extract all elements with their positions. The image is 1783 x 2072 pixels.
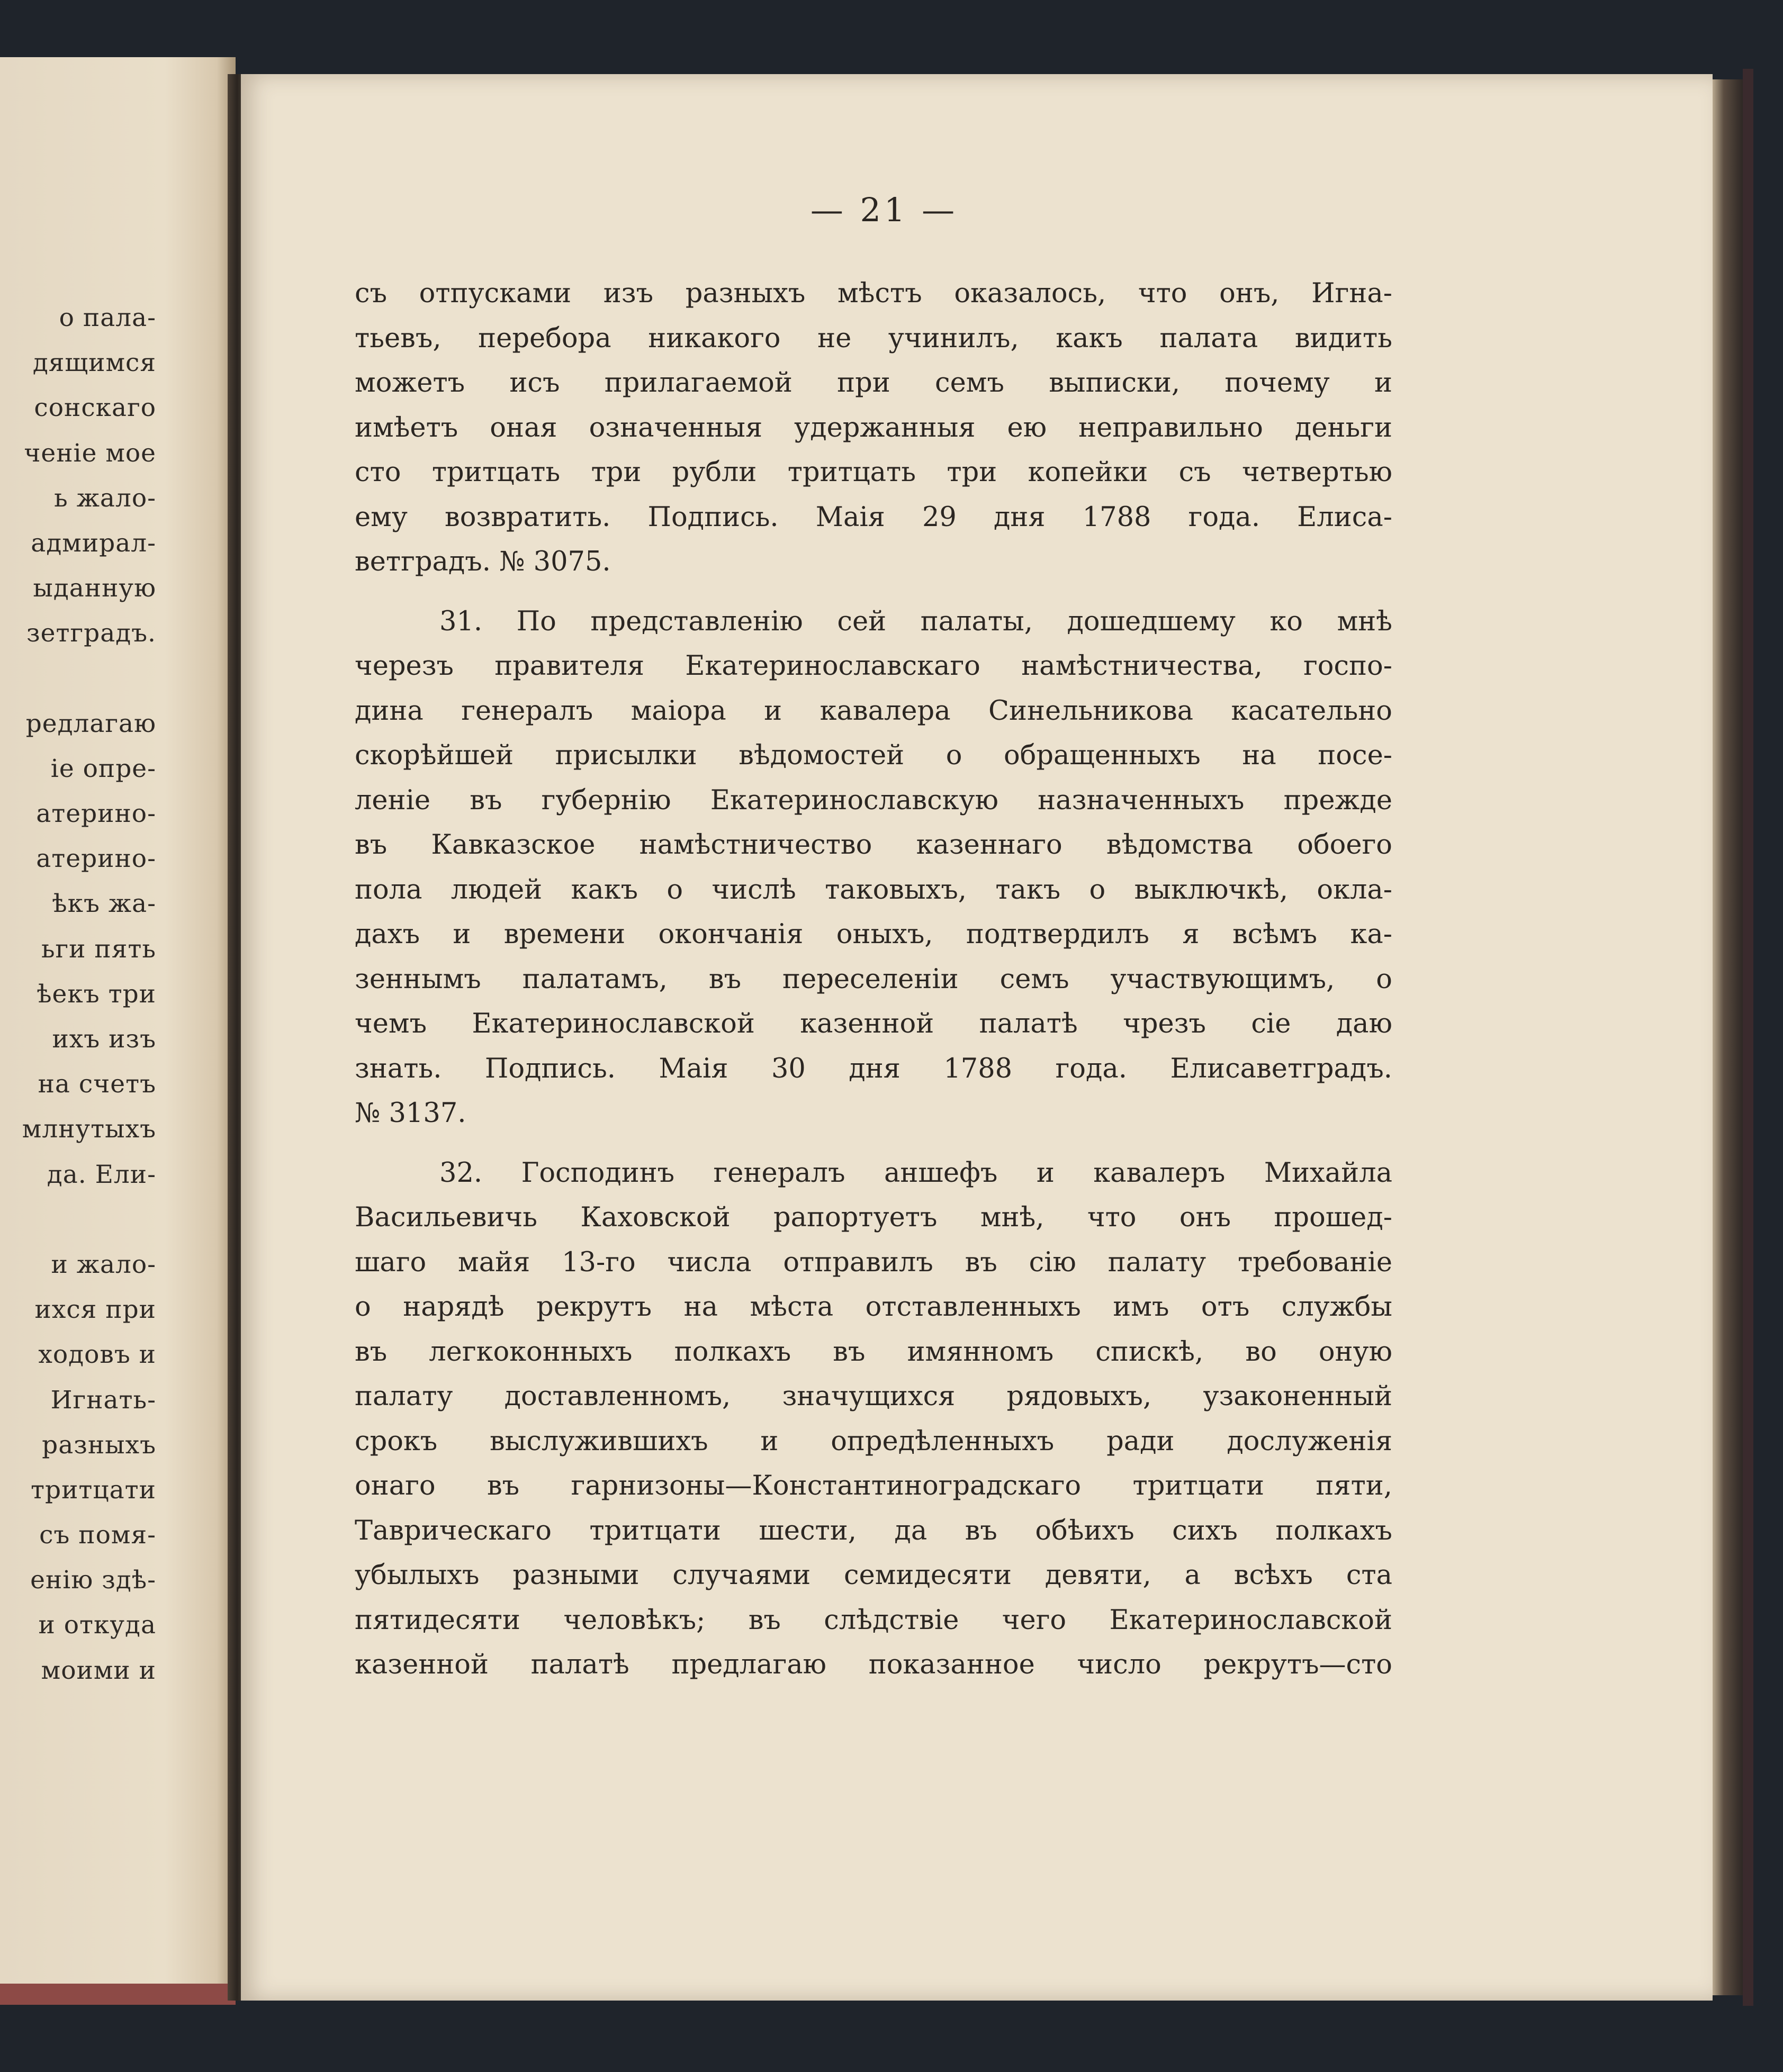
left-page-line: адмирал-	[31, 528, 156, 558]
left-page-line: о пала-	[59, 303, 156, 332]
left-page-line: да. Ели-	[47, 1160, 156, 1189]
left-page-line: ѣкъ жа-	[52, 889, 156, 919]
left-page-line: на счетъ	[38, 1070, 156, 1099]
text-line: 32. Господинъ генералъ аншефъ и кавалеръ Михайла	[439, 1157, 1392, 1189]
left-page-line: редлагаю	[25, 709, 156, 738]
left-page-line: ченіе мое	[24, 438, 156, 468]
paragraph-continuation	[355, 272, 1392, 585]
text-line: леніе въ губернію Екатеринославскую назначенныхъ прежде	[355, 784, 1392, 816]
left-page-text	[0, 295, 156, 1693]
left-page-line: дящимся	[32, 348, 156, 378]
text-line: шаго майя 13-го числа отправилъ въ сію палату требованіе	[355, 1246, 1392, 1278]
cover-edge	[1743, 69, 1753, 2006]
text-line: ему возвратить. Подпись. Маія 29 дня 1788 года. Елиса-	[355, 501, 1392, 533]
left-page-line: сонскаго	[34, 393, 156, 423]
text-line: срокъ выслужившихъ и опредѣленныхъ ради дослуженія	[355, 1425, 1392, 1457]
left-page-line: ихъ изъ	[52, 1025, 156, 1054]
left-page-line: іе опре-	[50, 754, 156, 783]
text-line: ветградъ. № 3075.	[355, 546, 611, 577]
left-page-line: тритцати	[31, 1475, 156, 1505]
left-page-line: ь жало-	[54, 483, 156, 513]
left-page	[0, 57, 236, 2005]
left-page-line-gap	[0, 656, 156, 701]
text-line: скорѣйшей присылки вѣдомостей о обращенныхъ на посе-	[355, 740, 1392, 771]
left-page-line: ѣекъ три	[37, 979, 156, 1009]
text-line: дахъ и времени окончанія оныхъ, подтвердилъ я всѣмъ ка-	[355, 919, 1392, 950]
paragraph-31	[355, 600, 1392, 1136]
left-page-line: разныхъ	[42, 1430, 156, 1460]
text-line: сто тритцать три рубли тритцать три копейки съ четвертью	[355, 457, 1392, 488]
left-page-line: атерино-	[36, 844, 156, 874]
text-line: палату доставленномъ, значущихся рядовыхъ, узаконенный	[355, 1381, 1392, 1412]
text-line: можетъ исъ прилагаемой при семъ выписки, почему и	[355, 367, 1392, 399]
text-line: 31. По представленію сей палаты, дошедшему ко мнѣ	[439, 605, 1392, 637]
text-line: Таврическаго тритцати шести, да въ обѣихъ сихъ полкахъ	[355, 1515, 1392, 1546]
left-page-line: млнутыхъ	[22, 1115, 156, 1144]
text-line: въ легкоконныхъ полкахъ въ имянномъ спискѣ, во оную	[355, 1336, 1392, 1368]
paragraph-32	[355, 1151, 1392, 1688]
text-line: пола людей какъ о числѣ таковыхъ, такъ о выключкѣ, окла-	[355, 874, 1392, 906]
text-line: черезъ правителя Екатеринославскаго намѣстничества, госпо-	[355, 650, 1392, 682]
text-line: убылыхъ разными случаями семидесяти девяти, а всѣхъ ста	[355, 1560, 1392, 1591]
left-page-line: моими и	[41, 1655, 156, 1685]
text-line: въ Кавказское намѣстничество казеннаго вѣдомства обоего	[355, 829, 1392, 861]
text-line: съ отпусками изъ разныхъ мѣстъ оказалось, что онъ, Игна-	[355, 278, 1392, 309]
page-edge	[1713, 79, 1744, 1995]
left-page-line: ходовъ и	[38, 1340, 156, 1370]
text-line: о нарядѣ рекрутъ на мѣста отставленныхъ имъ отъ службы	[355, 1291, 1392, 1323]
text-line: № 3137.	[355, 1098, 466, 1129]
left-page-line: енію здѣ-	[30, 1566, 156, 1595]
left-page-line: зетградъ.	[26, 619, 156, 648]
text-line: пятидесяти человѣкъ; въ слѣдствіе чего Екатеринославской	[355, 1604, 1392, 1636]
text-line: знать. Подпись. Маія 30 дня 1788 года. Елисаветградъ.	[355, 1053, 1392, 1084]
text-line: чемъ Екатеринославской казенной палатѣ чрезъ сіе даю	[355, 1008, 1392, 1039]
left-page-line: ыданную	[33, 574, 156, 603]
text-line: казенной палатѣ предлагаю показанное число рекрутъ—сто	[355, 1649, 1392, 1680]
text-line: онаго въ гарнизоны—Константиноградскаго тритцати пяти,	[355, 1470, 1392, 1501]
text-line: тьевъ, перебора никакого не учинилъ, какъ палата видить	[355, 322, 1392, 354]
text-line: Васильевичь Каховской рапортуетъ мнѣ, что онъ прошед-	[355, 1202, 1392, 1233]
text-line: имѣетъ оная означенныя удержанныя ею неправильно деньги	[355, 412, 1392, 444]
left-page-line: атерино-	[36, 799, 156, 829]
left-page-line: ьги пять	[41, 934, 156, 964]
left-page-bottom-strip	[0, 1984, 236, 2005]
left-page-line-gap	[0, 1197, 156, 1242]
left-page-line: и жало-	[51, 1250, 156, 1279]
page-number: — 21 —	[810, 191, 958, 229]
left-page-line: и откуда	[38, 1610, 156, 1640]
left-page-line: съ помя-	[39, 1521, 156, 1550]
left-page-line: ихся при	[34, 1295, 156, 1325]
text-line: зеннымъ палатамъ, въ переселеніи семъ участвующимъ, о	[355, 963, 1392, 995]
text-line: дина генералъ маіора и кавалера Синельникова касательно	[355, 695, 1392, 727]
left-page-line: Игнать-	[50, 1385, 156, 1415]
page-body	[355, 272, 1392, 1703]
